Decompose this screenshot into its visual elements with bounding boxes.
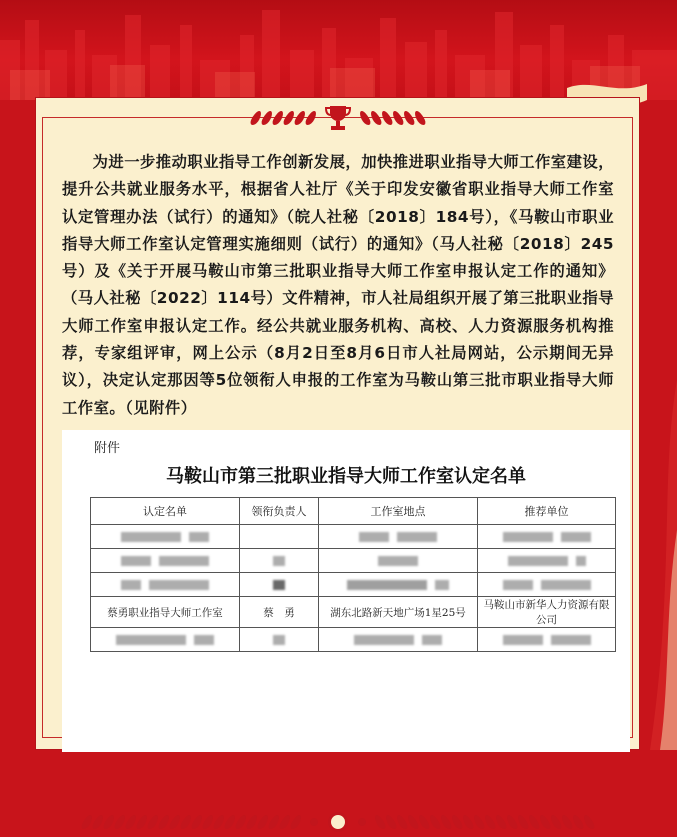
table-header-row xyxy=(91,498,616,525)
dot-icon xyxy=(310,818,318,826)
wheat-left-icon xyxy=(252,111,315,125)
table-row xyxy=(91,525,616,549)
row-unit: 马鞍山市新华人力资源有限公司 xyxy=(478,597,616,628)
row-location: 湖东北路新天地广场1星25号 xyxy=(319,597,478,628)
article-paragraph: 为进一步推动职业指导工作创新发展，加快推进职业指导大师工作室建设，提升公共就业服务水平，根据省人社厅《关于印发安徽省职业指导大师工作室认定管理办法（试行）的通知》（皖人社秘〔2018〕184号），《马鞍山市职业指导大师工作室认定管理实施细则（试行）的通知》（马人社秘〔2018〕245号）及《关于开展马鞍山市第三批职业指导大师工作室申报认定工作的通知》（马人社秘〔2022〕114号）文件精神，市人社局组织开展了第三批职业指导大师工作室申报认定工作。经公共就业服务机构、高校、人力资源服务机构推荐，专家组评审，网上公示（8月2日至8月6日市人社局网站，公示期间无异议），决定认定那因等5位领衔人申报的工作室为马鞍山第三批市职业指导大师工作室。（见附件） xyxy=(62,153,614,417)
wheat-left-icon xyxy=(83,815,300,829)
attachment-label: 附件 xyxy=(94,441,121,456)
table-row xyxy=(91,597,616,628)
ring-icon xyxy=(328,812,348,832)
wheat-right-icon xyxy=(376,815,593,829)
header-ornament xyxy=(35,101,640,135)
attachment-title: 马鞍山市第三批职业指导大师工作室认定名单 xyxy=(166,466,526,487)
trophy-icon xyxy=(325,104,351,132)
ribbon-decoration-bottom-right xyxy=(640,380,677,750)
table-row xyxy=(91,573,616,597)
content-panel xyxy=(35,97,640,750)
wheat-right-icon xyxy=(361,111,424,125)
dot-icon xyxy=(358,818,366,826)
header-unit: 推荐单位 xyxy=(478,498,616,525)
row-name: 蔡勇职业指导大师工作室 xyxy=(91,597,240,628)
table-row xyxy=(91,628,616,652)
attachment-table xyxy=(90,497,616,652)
footer-ornament xyxy=(35,807,640,837)
row-leader: 蔡 勇 xyxy=(240,597,319,628)
header-location: 工作室地点 xyxy=(319,498,478,525)
header-name: 认定名单 xyxy=(91,498,240,525)
attachment-image xyxy=(62,430,630,752)
header-leader: 领衔负责人 xyxy=(240,498,319,525)
table-row xyxy=(91,549,616,573)
